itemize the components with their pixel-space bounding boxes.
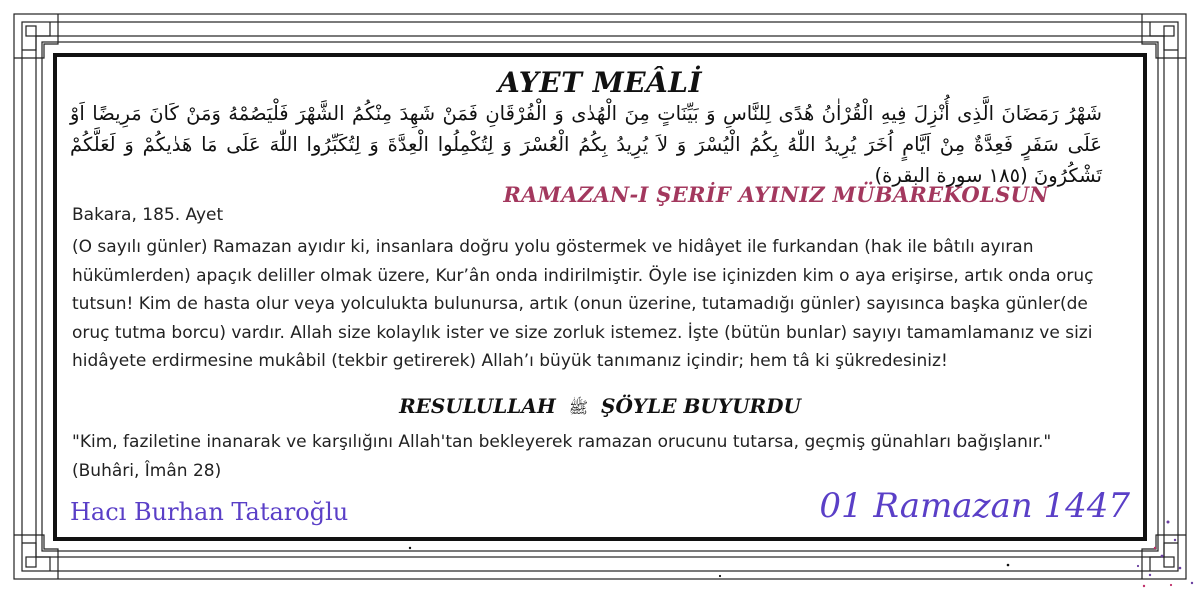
hadith-heading-suffix: ŞÖYLE BUYURDU	[601, 394, 801, 418]
salawat-seal-icon: ﷺ	[568, 398, 589, 417]
author-signature: Hacı Burhan Tataroğlu	[70, 498, 349, 526]
verse-translation: (O sayılı günler) Ramazan ayıdır ki, insanlara doğru yolu göstermek ve hidâyet ile furkandan (hak ile bâtılı ayıran hükümlerden) apaçık deliller olmak üzere, Kur’ân onda indirilmiştir. Öyle ise içinizden kim o aya erişirse, artık onda oruç tutsun! Kim de hasta olur veya yolculukta bulunursa, artık (onun üzerine, tutamadığı günler) sayısınca başka günler(de oruç tutma borcu) vardır. Allah size kolaylık ister ve size zorluk istemez. İşte (bütün bunlar) sayıyı tamamlamanız ve sizi hidâyete erdirmesine mukâbil (tekbir getirerek) Allah’ı büyük tanımanız içindir; hem tâ ki şükredesiniz!	[72, 237, 1094, 371]
hijri-date: 01 Ramazan 1447	[819, 486, 1130, 526]
greeting-banner: RAMAZAN-I ŞERİF AYINIZ MÜBAREKOLSUN	[503, 182, 1049, 207]
content-panel	[58, 58, 1142, 536]
arabic-verse: شَهْرُ رَمَضَانَ الَّذِى أُنْزِلَ فِيهِ الْقُرْاٰنُ هُدًى لِلنَّاسِ وَ بَيِّنَاتٍ مِنَ الْهُدٰى وَ الْفُرْقَانِ فَمَنْ شَهِدَ مِنْكُمُ الشَّهْرَ فَلْيَصُمْهُ وَمَنْ كَانَ مَرِيضًا اَوْ عَلَى سَفَرٍ فَعِدَّةٌ مِنْ اَيَّامٍ اُخَرَ يُرِيدُ اللّٰهُ بِكُمُ الْيُسْرَ وَ لاَ يُرِيدُ بِكُمُ الْعُسْرَ وَ لِتُكْمِلُوا الْعِدَّةَ وَ لِتُكَبِّرُوا اللّٰهَ عَلَى مَا هَدٰيكُمْ وَ لَعَلَّكُمْ تَشْكُرُونَ (١٨٥ سورة البقرة)	[70, 102, 1102, 187]
verse-reference: Bakara, 185. Ayet	[72, 205, 224, 225]
hadith-text: "Kim, faziletine inanarak ve karşılığını Allah'tan bekleyerek ramazan orucunu tutarsa, geçmiş günahları bağışlanır." (Buhâri, Îmân 28)	[72, 432, 1052, 481]
hadith-heading-prefix: RESULULLAH	[399, 394, 556, 418]
hadith-heading	[58, 394, 1142, 421]
page-title: AYET MEÂLİ	[497, 66, 703, 99]
